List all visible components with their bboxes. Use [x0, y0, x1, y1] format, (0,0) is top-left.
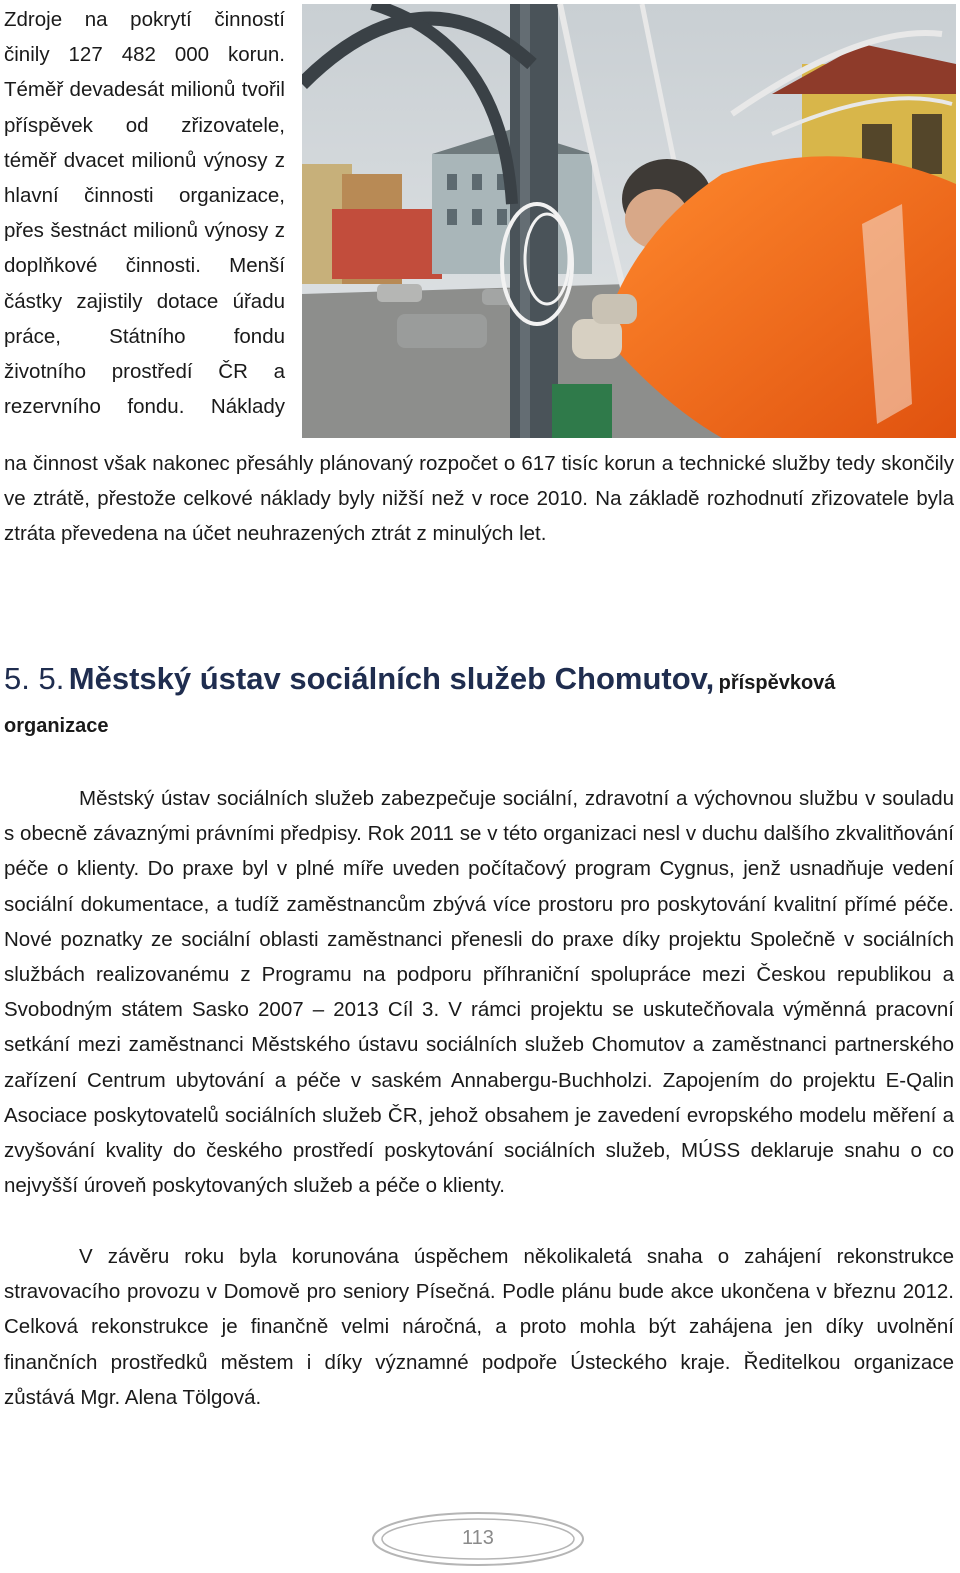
- intro-text-continued: na činnost však nakonec přesáhly plánovaný rozpočet o 617 tisíc korun a technické služby tedy skončily ve ztrátě, přestože celkové náklady byly nižší než v roce 2010. Na základě rozhodnutí zřizovatele byla ztráta převedena na účet neuhrazených ztrát z minulých let.: [4, 452, 954, 546]
- intro-text: Zdroje na pokrytí činností činily 127 482 000 korun. Téměř devadesát milionů tvořil příspěvek od zřizovatele, téměř dvacet milionů výnosy z hlavní činnosti organizace, přes šestnáct milionů výnosy z doplňkové činnosti. Menší částky zajistily dotace úřadu práce, Státního fondu životního prostředí ČR a rezervního fondu. Náklady: [4, 8, 285, 419]
- photo-worker-installing-decoration: [302, 4, 956, 438]
- paragraph-1: Městský ústav sociálních služeb zabezpečuje sociální, zdravotní a výchovnou službu v souladu s obecně závaznými právními předpisy. Rok 2011 se v této organizaci nesl v duchu dalšího zkvalitňování péče o klienty. Do praxe byl v plné míře uveden počítačový program Cygnus, jenž usnadňuje vedení sociální dokumentace, a tudíž zaměstnancům zbývá více prostoru pro poskytování kvalitní přímé péče. Nové poznatky ze sociální oblasti zaměstnanci přenesli do praxe díky projektu Společně v sociálních službách realizovanému z Programu na podporu příhraniční spolupráce mezi Českou republikou a Svobodným státem Sasko 2007 – 2013 Cíl 3. V rámci projektu se uskutečňovala výměnná pracovní setkání mezi zaměstnanci Městského ústavu sociálních služeb Chomutov a zaměstnanci partnerského zařízení Centrum ubytování a péče v saském Annabergu-Buchholzi. Zapojením do projektu E-Qalin Asociace poskytovatelů sociálních služeb ČR, jehož obsahem je zavedení evropského modelu měření a zvyšování kvality do českého prostředí poskytování sociálních služeb, MÚSS deklaruje snahu o co nejvyšší úroveň poskytovaných služeb a péče o klienty.: [4, 787, 954, 1198]
- page-number: 113: [462, 1527, 494, 1549]
- section-subtitle-part1: příspěvková: [718, 672, 836, 694]
- section-subtitle-part2: organizace: [4, 715, 109, 737]
- page-number-badge: [370, 1510, 586, 1568]
- paragraph-2: V závěru roku byla korunována úspěchem několikaletá snaha o zahájení rekonstrukce stravovacího provozu v Domově pro seniory Písečná. Podle plánu bude akce ukončena v březnu 2012. Celková rekonstrukce je finančně velmi náročná, a proto mohla být zahájena jen díky uvolnění finančních prostředků městem i díky významné podpoře Ústeckého kraje. Ředitelkou organizace zůstává Mgr. Alena Tölgová.: [4, 1245, 954, 1409]
- section-number: 5. 5.: [4, 661, 65, 696]
- section-title: Městský ústav sociálních služeb Chomutov,: [68, 661, 715, 696]
- section-heading: [4, 663, 954, 694]
